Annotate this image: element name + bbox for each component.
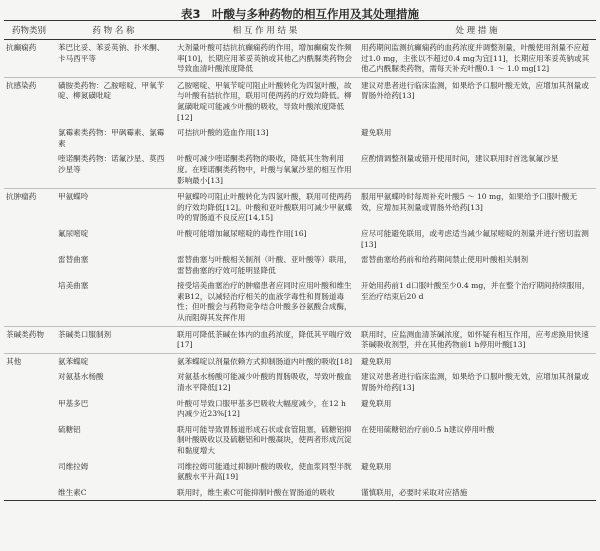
table-header [4, 21, 596, 40]
cell-drug: 茶碱类口服制剂 [54, 326, 173, 353]
cell-category: 茶碱类药物 [4, 326, 54, 353]
cell-drug: 氟尿嘧啶 [58, 228, 89, 238]
cell-measure: 服用甲氨蝶呤时每周补充叶酸5 ～ 10 mg，如果给予口服叶酸无效，应增加其剂量或胃肠外给药[13] [357, 189, 596, 226]
cell-drug: 维生素C [54, 485, 173, 501]
cell-measure: 应尽可能避免联用，或考虑适当减少氟尿嘧啶的剂量并进行密切监测[13] [361, 228, 589, 249]
cell-drug: 雷替曲塞 [58, 255, 89, 265]
table-row [4, 189, 596, 226]
cell-drug: 硫糖铝 [58, 424, 81, 434]
cell-drug: 甲氨蝶呤 [54, 189, 173, 226]
cell-drug: 苯巴比妥、苯妥英钠、扑米酮、卡马西平等 [58, 43, 165, 63]
table-body [4, 40, 596, 501]
cell-measure: 用药期间监测抗癫痫药的血药浓度并调整剂量，叶酸使用剂量不应超过1.0 mg，主张以不超过0.4 mg为宜[11]，长期应用苯妥英钠或其他乙内酰脲类药物，需每天补充叶酸0.1 ～ 1.0 mg[12] [361, 43, 590, 74]
cell-drug: 司维拉姆 [58, 461, 89, 471]
table-row [4, 125, 596, 151]
table-row [4, 326, 596, 353]
cell-category: 抗癫痫药 [6, 43, 37, 52]
cell-category [4, 422, 54, 459]
table-row [4, 459, 596, 485]
interaction-table [4, 20, 596, 501]
cell-drug: 氨苯蝶啶 [54, 353, 173, 369]
cell-measure: 避免联用 [361, 461, 392, 471]
cell-measure: 避免联用 [357, 353, 596, 369]
table-row [4, 369, 596, 395]
cell-drug: 培美曲塞 [58, 281, 89, 291]
cell-drug: 对氨基水杨酸 [58, 372, 104, 382]
cell-category [4, 396, 54, 422]
cell-measure: 雷替曲塞给药前和给药期间禁止使用叶酸相关制剂 [361, 255, 529, 265]
header-category: 药物类别 [11, 26, 46, 36]
cell-measure: 避免联用 [361, 128, 392, 138]
cell-measure: 避免联用 [361, 398, 392, 408]
table-row [4, 353, 596, 369]
cell-measure: 建议对患者进行临床监测，如果给予口服叶酸无效，应增加其剂量或胃肠外给药[13] [361, 372, 589, 393]
cell-drug: 氯霉素类药物：甲砜霉素、氯霉素 [58, 128, 165, 148]
cell-category [4, 485, 54, 501]
table-title: 表3 叶酸与多种药物的相互作用及其处理措施 [181, 7, 419, 21]
cell-category [4, 369, 54, 395]
cell-effect: 对氨基水杨酸可能减少叶酸的胃肠吸收，导致叶酸血清水平降低[12] [177, 372, 352, 393]
cell-effect: 大剂量叶酸可拮抗抗癫痫药的作用，增加癫痫发作频率[10]，长期应用苯妥英钠或其他乙内酰脲类药物会导致血清叶酸浓度降低 [177, 43, 353, 74]
cell-category [4, 125, 54, 151]
cell-category [4, 151, 54, 188]
cell-measure: 谨慎联用，必要时采取对应措施 [357, 485, 596, 501]
cell-effect: 司维拉姆可能通过抑制叶酸的吸收，使血浆同型半胱氨酸水平升高[19] [177, 461, 352, 482]
cell-effect: 联用可能导致胃肠道形成石状或食管阻塞，硫糖铝抑制叶酸吸收以及硫糖铝和叶酸凝块，使两者形成沉淀和黏度增大 [177, 424, 352, 455]
cell-category [4, 226, 54, 252]
table-row [4, 485, 596, 501]
cell-effect: 联用时，维生素C可能抑制叶酸在胃肠道的吸收 [173, 485, 357, 501]
table-row [4, 252, 596, 278]
cell-measure: 开始用药前1 d口服叶酸至少0.4 mg，并在整个治疗期间持续服用，至治疗结束后20 d [361, 281, 590, 301]
cell-measure: 联用时，应监测血清茶碱浓度，如怀疑有相互作用，应考虑换用快速茶碱吸收剂型，并在其他药物前1 h停用叶酸[13] [357, 326, 596, 353]
cell-effect: 雷替曲塞与叶酸相关制剂（叶酸、亚叶酸等）联用，雷替曲塞的疗效可能明显降低 [177, 255, 352, 275]
cell-effect: 叶酸可减少喹诺酮类药物的吸收，降低其生物利用度。在喹诺酮类药物中，叶酸与氧氟沙星的相互作用影响最小[13] [177, 154, 352, 185]
table-row [4, 278, 596, 326]
cell-category [4, 252, 54, 278]
cell-category: 其他 [4, 353, 54, 369]
cell-drug: 喹诺酮类药物：诺氟沙星、莫西沙星等 [58, 154, 165, 174]
table-row [4, 40, 596, 78]
cell-effect: 可拮抗叶酸的造血作用[13] [177, 128, 269, 138]
cell-measure: 应酌情调整剂量或错开使用时间，建议联用时首选氧氟沙星 [361, 154, 559, 164]
cell-drug: 甲基多巴 [58, 398, 89, 408]
cell-measure: 建议对患者进行临床监测，如果给予口服叶酸无效，应增加其剂量或胃肠外给药[13] [357, 77, 596, 125]
cell-category: 抗肿瘤药 [4, 189, 54, 226]
cell-category [4, 459, 54, 485]
cell-measure: 在使用硫糖铝治疗前0.5 h建议停用叶酸 [361, 424, 495, 434]
cell-drug: 磺胺类药物：乙胺嘧啶、甲氧苄啶、柳氮磺吡啶 [54, 77, 173, 125]
cell-category [4, 278, 54, 326]
header-drug: 药 物 名 称 [92, 26, 135, 36]
cell-effect: 氨苯蝶啶以剂量依赖方式抑制肠道内叶酸的吸收[18] [173, 353, 357, 369]
table-row [4, 396, 596, 422]
header-effect: 相 互 作 用 结 果 [232, 26, 298, 36]
cell-effect: 接受培美曲塞治疗的肿瘤患者应同时应用叶酸和维生素B12，以减轻治疗相关的血液学毒性和胃肠道毒性；但叶酸会与药物竞争结合叶酸多谷氨酸合成酶，从而阻碍其发挥作用 [177, 281, 352, 323]
cell-effect: 乙胺嘧啶、甲氧苄啶可阻止叶酸转化为四氢叶酸，故与叶酸有拮抗作用，联用可使两药的疗效均降低。柳氮磺吡啶可能减少叶酸的吸收，导致叶酸浓度降低[12] [173, 77, 357, 125]
table-row [4, 151, 596, 188]
cell-effect: 甲氨蝶呤可阻止叶酸转化为四氢叶酸，联用可使两药的疗效均降低[12]。叶酸和亚叶酸联用可减少甲氨蝶呤的胃肠道不良反应[14,15] [173, 189, 357, 226]
table-row [4, 422, 596, 459]
header-measure: 处 理 措 施 [455, 26, 498, 36]
cell-effect: 叶酸可导致口服甲基多巴吸收大幅度减少，在12 h内减少近23%[12] [177, 398, 346, 419]
table-row [4, 77, 596, 125]
cell-category: 抗感染药 [4, 77, 54, 125]
cell-effect: 联用可降低茶碱在体内的血药浓度，降低其平喘疗效[17] [173, 326, 357, 353]
cell-effect: 叶酸可能增加氟尿嘧啶的毒性作用[16] [177, 228, 307, 238]
table-row [4, 226, 596, 252]
